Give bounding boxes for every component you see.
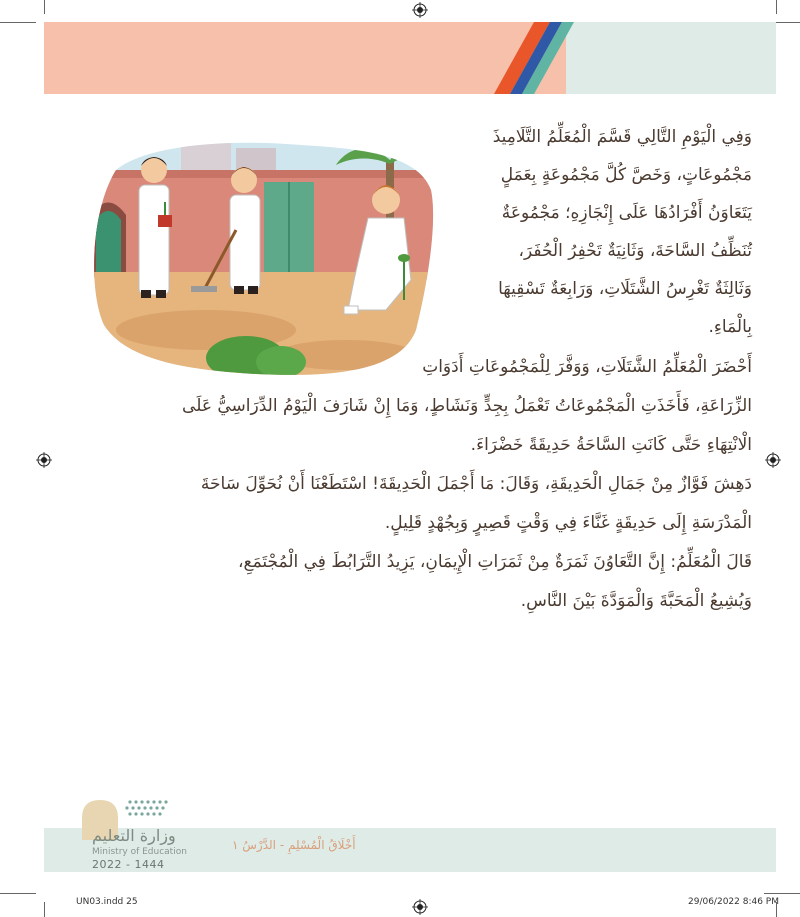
story-line: دَهِشَ فَوَّازٌ مِنْ جَمَالِ الْحَدِيقَةِ، وَقَالَ: مَا أَجْمَلَ الْحَدِيقَةَ! اسْتَطَعْنَا أَنْ نُحَوِّلَ سَاحَةَ	[200, 474, 752, 494]
story-line: أَحْضَرَ الْمُعَلِّمُ الشَّتَلَاتِ، وَوَفَّرَ لِلْمَجْمُوعَاتِ أَدَوَاتِ	[422, 357, 752, 377]
story-line: تُنَظِّفُ السَّاحَةَ، وَثَانِيَةٌ تَحْفِرُ الْحُفَرَ،	[518, 241, 752, 261]
ministry-name-english: Ministry of Education	[92, 847, 187, 857]
crop-mark	[0, 22, 36, 23]
story-line: وَثَالِثَةٌ تَغْرِسُ الشَّتَلَاتِ، وَرَابِعَةٌ تَسْقِيهَا	[498, 279, 752, 299]
registration-mark-icon	[412, 899, 428, 915]
header-band	[44, 22, 776, 94]
story-line: بِالْمَاءِ.	[708, 317, 752, 337]
crop-mark	[44, 0, 45, 14]
story-line: الْانْتِهَاءِ حَتَّى كَانَتِ السَّاحَةُ حَدِيقَةً خَضْرَاءَ.	[470, 435, 752, 455]
story-line: وَيُشِيعُ الْمَحَبَّةَ وَالْمَوَدَّةَ بَيْنَ النَّاسِ.	[520, 591, 752, 611]
story-line: الزِّرَاعَةِ، فَأَخَذَتِ الْمَجْمُوعَاتُ تَعْمَلُ بِجِدٍّ وَنَشَاطٍ، وَمَا إِنْ شَارَفَ الْيَوْمُ الدِّرَاسِيُّ عَلَى	[182, 396, 752, 416]
story-line: مَجْمُوعَاتٍ، وَخَصَّ كُلَّ مَجْمُوعَةٍ بِعَمَلٍ	[500, 165, 752, 185]
registration-mark-icon	[36, 452, 52, 468]
crop-mark	[0, 893, 36, 894]
story-line: قَالَ الْمُعَلِّمُ: إِنَّ التَّعَاوُنَ ثَمَرَةٌ مِنْ ثَمَرَاتِ الْإِيمَانِ، يَزِيدُ التَّرَابُطَ فِي الْمُجْتَمَعِ،	[238, 552, 752, 572]
crop-mark	[44, 902, 45, 917]
registration-mark-icon	[765, 452, 781, 468]
print-file-date: 29/06/2022 8:46 PM	[688, 897, 779, 907]
header-stripes	[44, 22, 776, 94]
ministry-year: 2022 - 1444	[92, 858, 165, 871]
story-line: يَتَعَاوَنُ أَفْرَادُهَا عَلَى إِنْجَازِهِ؛ مَجْمُوعَةٌ	[501, 203, 752, 223]
print-file-name: UN03.indd 25	[76, 897, 138, 907]
story-line: وَفِي الْيَوْمِ التَّالِي قَسَّمَ الْمُعَلِّمُ التَّلَامِيذَ	[492, 127, 752, 147]
crop-mark	[764, 893, 800, 894]
crop-mark	[776, 0, 777, 14]
students-garden-illustration	[86, 130, 436, 380]
lesson-title: أَخْلَاقُ الْمُسْلِمِ - الدَّرْسُ ١	[232, 838, 356, 852]
ministry-name-arabic: وزارة التعليم	[92, 826, 176, 845]
registration-mark-icon	[412, 2, 428, 18]
story-line: الْمَدْرَسَةِ إِلَى حَدِيقَةٍ غَنَّاءَ فِي وَقْتٍ قَصِيرٍ وَبِجُهْدٍ قَلِيلٍ.	[384, 513, 752, 533]
